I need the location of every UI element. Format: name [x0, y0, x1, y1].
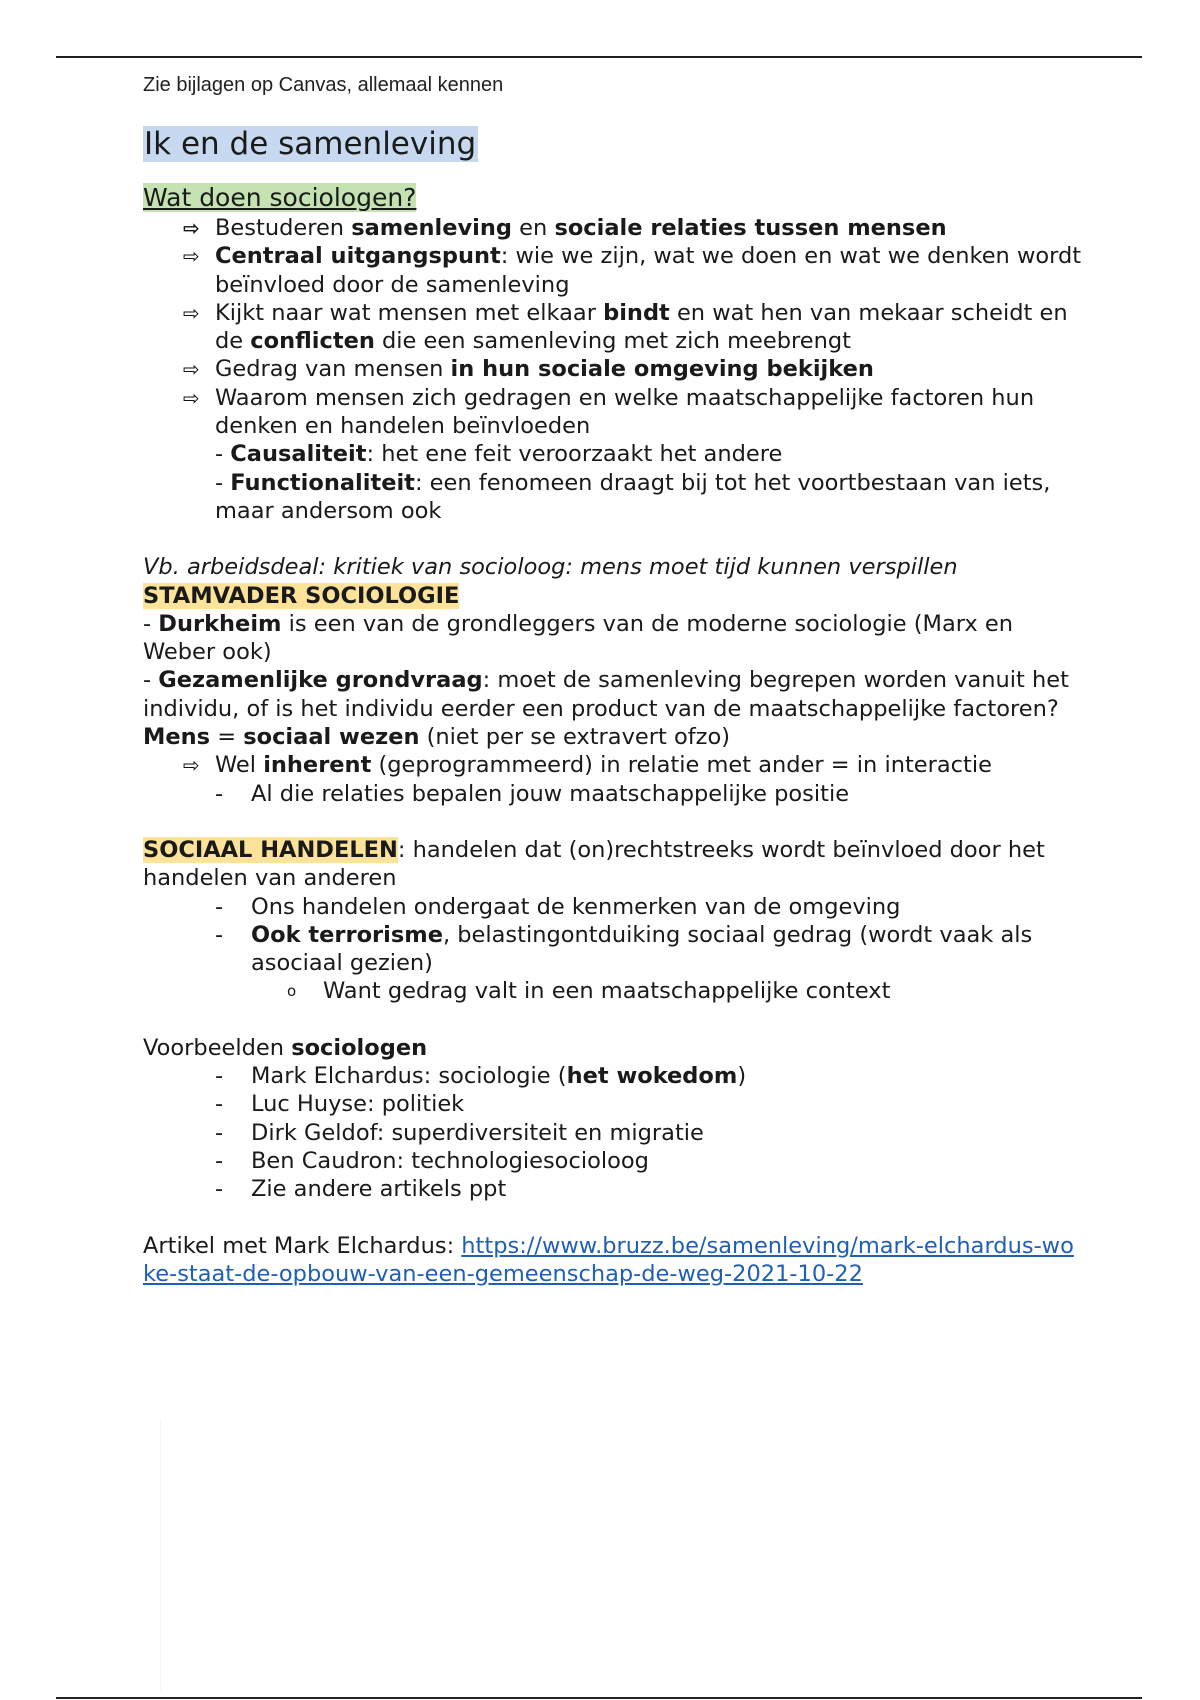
section-heading-sociologen: Wat doen sociologen?: [143, 183, 417, 212]
list-item: ⇨ Bestuderen samenleving en sociale relaties tussen mensen: [183, 215, 947, 241]
list-item: ⇨ Kijkt naar wat mensen met elkaar bindt en wat hen van mekaar scheidt en de conflicten die een samenleving met zich meebrengt: [183, 299, 1068, 355]
circle-bullet-icon: o: [287, 982, 297, 1001]
dash-bullet: -: [215, 1119, 224, 1146]
arrow-right-icon: ⇨: [183, 385, 200, 410]
list-item: - Luc Huyse: politiek: [215, 1091, 465, 1118]
page-shadow: [160, 1420, 161, 1690]
sociaal-handelen-heading: SOCIAAL HANDELEN: [143, 836, 398, 863]
functionality-line: - Functionaliteit: een fenomeen draagt bij tot het voortbestaan van iets, maar andersom ook: [215, 469, 1051, 524]
mens-paragraph: Mens = sociaal wezen (niet per se extravert ofzo): [143, 724, 731, 751]
list-item: - Ons handelen ondergaat de kenmerken van de omgeving: [215, 893, 901, 920]
document-page: [143, 72, 1083, 1288]
dash-bullet: -: [215, 1091, 224, 1118]
sociaal-dash-list: [215, 893, 1083, 978]
top-rule: [56, 56, 1142, 58]
list-item: ⇨ Wel inherent (geprogrammeerd) in relatie met ander = in interactie: [183, 752, 992, 779]
list-item: - Mark Elchardus: sociologie (het wokedom): [215, 1063, 747, 1090]
causality-line: - Causaliteit: het ene feit veroorzaakt het andere: [215, 441, 783, 468]
bottom-rule: [56, 1697, 1142, 1699]
list-item: ⇨ Centraal uitgangspunt: wie we zijn, wat we doen en wat we denken wordt beïnvloed door de samenleving: [183, 243, 1082, 298]
mens-dash-list: [215, 780, 1083, 808]
list-item: o Want gedrag valt in een maatschappelijke context: [287, 978, 891, 1005]
arrow-right-icon: ⇨: [183, 357, 200, 382]
list-item: - Dirk Geldof: superdiversiteit en migratie: [215, 1119, 704, 1146]
arrow-right-icon: ⇨: [183, 216, 200, 240]
list-item: ⇨ Waarom mensen zich gedragen en welke maatschappelijke factoren hun denken en handelen beïnvloeden - Causaliteit: het ene feit veroorzaakt het andere - Functionaliteit: een fenomeen draagt bij tot het voortbestaan van iets, maar andersom ook: [183, 384, 1083, 525]
sociaal-handelen-paragraph: SOCIAAL HANDELEN: handelen dat (on)rechtstreeks wordt beïnvloed door het handelen van anderen: [143, 836, 1045, 892]
arrow-right-icon: ⇨: [183, 244, 200, 269]
list-item: - Ook terrorisme, belastingontduiking sociaal gedrag (wordt vaak als asociaal gezien): [215, 921, 1033, 977]
mens-arrow-list: [183, 751, 1083, 779]
example-line: Vb. arbeidsdeal: kritiek van socioloog: mens moet tijd kunnen verspillen: [143, 554, 958, 581]
page-title: Ik en de samenleving: [144, 126, 477, 162]
dash-bullet: -: [215, 1176, 224, 1203]
dash-bullet: -: [215, 1063, 224, 1090]
sociaal-sub-list: [287, 977, 1083, 1005]
dash-bullet: -: [215, 893, 224, 920]
grondvraag-paragraph: - Gezamenlijke grondvraag: moet de samenleving begrepen worden vanuit het individu, of is het individu eerder een product van de maatschappelijke factoren?: [143, 667, 1069, 722]
list-item: - Al die relaties bepalen jouw maatschappelijke positie: [215, 780, 850, 807]
artikel-paragraph: Artikel met Mark Elchardus: https://www.bruzz.be/samenleving/mark-elchardus-woke-staat-de-opbouw-van-een-gemeenschap-de-weg-2021-10-22: [143, 1232, 1074, 1287]
header-note: Zie bijlagen op Canvas, allemaal kennen: [143, 74, 504, 96]
list-item: - Zie andere artikels ppt: [215, 1176, 507, 1203]
durkheim-paragraph: - Durkheim is een van de grondleggers van de moderne sociologie (Marx en Weber ook): [143, 610, 1013, 666]
voorbeelden-heading: Voorbeelden sociologen: [143, 1034, 428, 1061]
sociologen-list: [183, 214, 1083, 525]
list-item: ⇨ Gedrag van mensen in hun sociale omgeving bekijken: [183, 356, 874, 383]
dash-bullet: -: [215, 921, 224, 948]
arrow-right-icon: ⇨: [183, 753, 200, 778]
dash-bullet: -: [215, 1147, 224, 1174]
artikel-link[interactable]: https://www.bruzz.be/samenleving/mark-elchardus-woke-staat-de-opbouw-van-een-gemeenschap-de-weg-2021-10-22: [143, 1232, 1074, 1287]
arrow-right-icon: ⇨: [183, 300, 200, 325]
dash-bullet: -: [215, 780, 224, 807]
stamvader-heading: STAMVADER SOCIOLOGIE: [143, 582, 460, 609]
list-item: - Ben Caudron: technologiesocioloog: [215, 1147, 649, 1174]
voorbeelden-list: [215, 1062, 1083, 1203]
